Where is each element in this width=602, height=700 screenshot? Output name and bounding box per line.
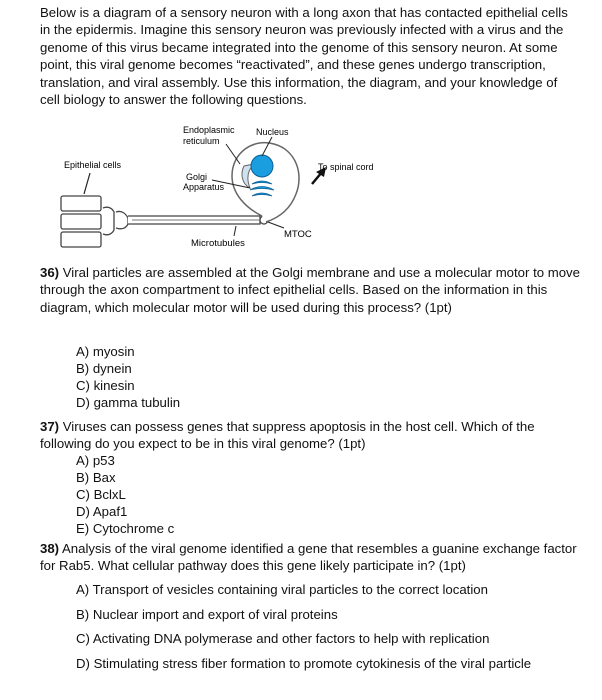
q37-option-b[interactable]: B) Bax — [76, 470, 116, 485]
axon-terminal — [103, 207, 114, 235]
question-36-number: 36) — [40, 265, 60, 280]
intro-paragraph: Below is a diagram of a sensory neuron with a long axon that has contacted epithelial cells in the epidermis. Imagine this sensory neuron was previously infected with a virus and the genome of this virus became integrated into the genome of this sensory neuron. At some point, this viral genome becomes “reactivated”, and these genes undergo transcription, translation, and viral assembly. Use this information, the diagram, and your knowledge of cell biology to answer the following questions. — [40, 5, 568, 108]
q36-option-c[interactable]: C) kinesin — [76, 378, 135, 393]
q38-option-a[interactable]: A) Transport of vesicles containing viral particles to the correct location — [76, 582, 488, 597]
question-38-number: 38) — [40, 541, 60, 556]
question-37-options — [76, 452, 174, 537]
mtoc-label: MTOC — [284, 229, 312, 240]
er-label-line1: Endoplasmic — [183, 125, 235, 135]
question-36-options — [76, 343, 180, 411]
q38-option-d[interactable]: D) Stimulating stress fiber formation to promote cytokinesis of the viral particle — [76, 655, 532, 671]
question-37-text: Viruses can possess genes that suppress apoptosis in the host cell. Which of the following do you expect to be in this viral genome? (1pt) — [40, 419, 535, 452]
microtubules-label: Microtubules — [191, 238, 245, 249]
question-36-text: Viral particles are assembled at the Golgi membrane and use a molecular motor to move through the axon compartment to infect epithelial cells. Based on the information in this diagram, which molecular motor will be used during this process? (1pt) — [40, 265, 580, 315]
golgi-label-line1: Golgi — [186, 172, 208, 182]
q36-option-b[interactable]: B) dynein — [76, 361, 132, 376]
q37-option-d[interactable]: D) Apaf1 — [76, 504, 128, 519]
nucleus — [251, 155, 273, 177]
question-38 — [40, 540, 580, 575]
neuron-diagram — [0, 118, 602, 258]
question-38-options — [76, 578, 531, 676]
question-37 — [40, 418, 580, 453]
er-label-line2: reticulum — [183, 136, 220, 146]
q38-option-b[interactable]: B) Nuclear import and export of viral proteins — [76, 606, 338, 622]
q37-option-e[interactable]: E) Cytochrome c — [76, 521, 175, 536]
q37-option-a[interactable]: A) p53 — [76, 453, 115, 468]
nucleus-label: Nucleus — [256, 127, 289, 137]
question-37-number: 37) — [40, 419, 60, 434]
q38-option-c[interactable]: C) Activating DNA polymerase and other factors to help with replication — [76, 631, 490, 646]
question-36 — [40, 264, 580, 316]
epithelial-label: Epithelial cells — [64, 160, 122, 170]
golgi-label-line2: Apparatus — [183, 182, 225, 192]
q37-option-c[interactable]: C) BclxL — [76, 487, 126, 502]
q36-option-a[interactable]: A) myosin — [76, 344, 135, 359]
question-38-text: Analysis of the viral genome identified a gene that resembles a guanine exchange factor for Rab5. What cellular pathway does this gene likely participate in? (1pt) — [40, 541, 577, 574]
spinal-cord-label: To spinal cord — [318, 162, 374, 172]
q36-option-d[interactable]: D) gamma tubulin — [76, 395, 181, 410]
epithelial-cells — [61, 196, 101, 247]
